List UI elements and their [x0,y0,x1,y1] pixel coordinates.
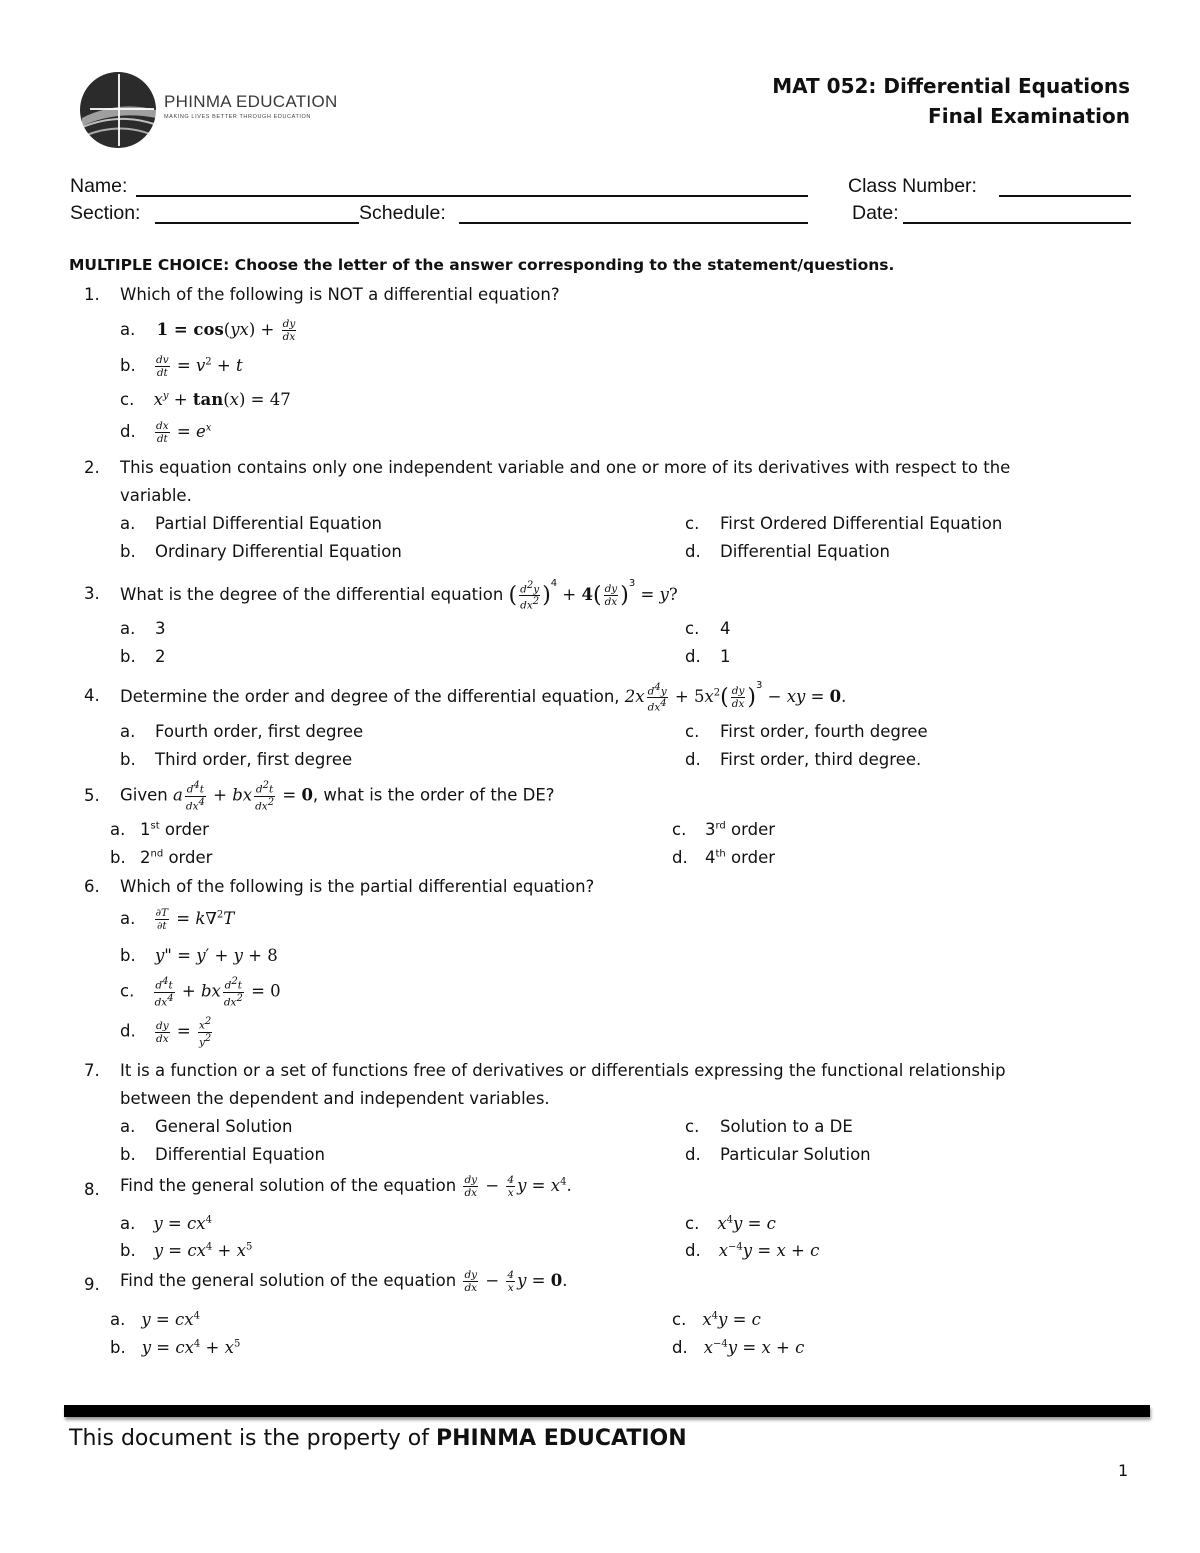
option-ordinal-suffix: nd [150,848,164,860]
q3-option-d[interactable] [685,647,731,666]
page-number: 1 [1118,1461,1129,1480]
q6-option-d[interactable]: d. $\frac{dy}{dx}$ = $\frac{x^2}{y^2}$ [120,1016,212,1048]
option-ordinal-suffix: th [715,848,726,860]
q5-option-a[interactable] [110,820,209,839]
q5-option-b[interactable] [110,848,213,867]
question-text-body: Determine the order and degree of the differential equation, [120,687,620,706]
option-letter: d. [672,1338,688,1357]
option-text: Fourth order, first degree [155,722,364,741]
option-letter: b. [120,647,136,666]
q4-option-c[interactable] [685,722,928,741]
option-letter: a. [120,1214,136,1233]
option-text: Differential Equation [720,542,890,561]
q4-option-a[interactable] [120,722,364,741]
question-number: 7. [84,1061,100,1080]
option-text: General Solution [155,1117,293,1136]
q7-option-a[interactable] [120,1117,293,1136]
question-text: What is the degree of the differential equation ( $\frac{d^2y}{dx^2}$ )$^4$ + 4( $\frac{dy}{dx}$ )$^3$ = y? [120,578,678,612]
q6-option-c[interactable]: c. $\frac{d^4t}{dx^4}$ + bx $\frac{d^2t}{dx^2}$ = 0 [120,976,281,1008]
option-letter: d. [120,422,136,441]
option-letter: d. [685,1241,701,1260]
option-letter: b. [120,356,136,375]
schedule-field[interactable] [459,222,808,224]
option-ordinal: 2 [140,848,151,867]
q7-option-d[interactable] [685,1145,871,1164]
option-text: First Ordered Differential Equation [720,514,1003,533]
question-text: Find the general solution of the equation $\frac{dy}{dx}$ − $\frac{4}{x}$ y = 0. [120,1269,568,1294]
footer-notice [69,1426,687,1451]
q8-option-a[interactable]: a. $y = cx^4$ [120,1214,212,1233]
option-word: order [168,848,213,867]
option-text: First order, fourth degree [720,722,928,741]
footer-brand: PHINMA EDUCATION [435,1426,687,1451]
option-letter: a. [120,320,136,339]
footer-divider [64,1405,1150,1417]
option-letter: a. [120,1117,136,1136]
option-letter: c. [685,1117,700,1136]
option-letter: b. [110,848,126,867]
option-letter: c. [685,722,700,741]
option-text: Partial Differential Equation [155,514,383,533]
option-text: Solution to a DE [720,1117,853,1136]
option-letter: b. [120,750,136,769]
option-ordinal-suffix: rd [715,820,726,832]
option-letter: c. [672,1310,687,1329]
section-label: Section: [70,202,141,224]
option-text: First order, third degree. [720,750,922,769]
question-7-continued: between the dependent and independent variables. [120,1089,550,1108]
footer-text: This document is the property of [69,1426,429,1451]
option-letter: d. [685,1145,701,1164]
option-letter: a. [110,820,126,839]
option-text [140,848,212,867]
option-letter: c. [672,820,687,839]
question-text: Which of the following is the partial differential equation? [120,877,595,896]
phinma-logo [78,70,338,156]
question-number: 8. [84,1180,100,1199]
name-label: Name: [70,175,128,197]
q4-option-d[interactable] [685,750,922,769]
instructions: MULTIPLE CHOICE: Choose the letter of the answer corresponding to the statement/questions. [69,256,895,274]
q3-option-b[interactable] [120,647,166,666]
date-label: Date: [852,202,899,224]
q3-option-c[interactable] [685,619,731,638]
q5-option-d[interactable] [672,848,776,867]
question-2-continued: variable. [120,486,192,505]
question-number: 9. [84,1275,100,1294]
option-letter: a. [120,909,136,928]
option-letter: b. [120,946,136,965]
question-text-body: Find the general solution of the equation [120,1271,457,1290]
date-field[interactable] [903,222,1131,224]
option-word: order [731,820,776,839]
option-text: Differential Equation [155,1145,325,1164]
question-number: 2. [84,458,100,477]
question-text: Which of the following is NOT a differential equation? [120,285,560,304]
q2-option-c[interactable] [685,514,1003,533]
name-field[interactable] [136,195,808,197]
q8-option-d[interactable]: d. $x^{-4}y = x + c$ [685,1241,820,1260]
option-text [705,848,775,867]
q6-option-a[interactable]: a. $\frac{\partial T}{\partial t}$ = k∇$^2$T [120,907,235,932]
option-letter: d. [120,1021,136,1041]
logo-tagline: MAKING LIVES BETTER THROUGH EDUCATION [164,114,311,120]
option-text: Particular Solution [720,1145,871,1164]
option-text [705,820,775,839]
option-word: order [731,848,776,867]
q9-option-c[interactable]: c. $x^4y = c$ [672,1310,761,1329]
schedule-label: Schedule: [359,202,446,224]
option-letter: c. [685,1214,700,1233]
option-letter: b. [120,1145,136,1164]
q1-option-c[interactable]: c. $x^y + \tan(x) = 47$ [120,390,291,409]
question-text-body: Find the general solution of the equation [120,1176,457,1195]
option-letter: c. [685,619,700,638]
q7-option-b[interactable] [120,1145,325,1164]
q2-option-a[interactable] [120,514,383,533]
class-number-field[interactable] [999,195,1131,197]
q8-option-b[interactable]: b. $y = cx^4 + x^5$ [120,1241,253,1260]
question-text: Find the general solution of the equation $\frac{dy}{dx}$ − $\frac{4}{x}$ $y = x^4$. [120,1174,572,1199]
question-text: Determine the order and degree of the differential equation, 2x $\frac{d^4y}{dx^4}$ + $5x^2$( $\frac{dy}{dx}$ )$^3$ − xy = 0. [120,680,847,714]
option-letter: c. [120,981,135,1001]
question-text: This equation contains only one independent variable and one or more of its derivatives with respect to the [120,458,1011,477]
option-text: 2 [155,647,166,666]
q5-option-c[interactable] [672,820,776,839]
logo-name: PHINMA EDUCATION [164,92,338,111]
class-number-label: Class Number: [848,175,977,197]
question-text-body: What is the degree of the differential equation [120,585,504,604]
option-text [140,820,209,839]
question-number: 1. [84,285,100,304]
question-text-pre: Given [120,785,168,805]
option-ordinal-suffix: st [150,820,160,832]
question-text: It is a function or a set of functions free of derivatives or differentials expressing the functional relationship [120,1061,1006,1080]
q2-option-d[interactable] [685,542,890,561]
option-text: Third order, first degree [155,750,353,769]
option-letter: a. [120,722,136,741]
option-ordinal: 3 [705,820,716,839]
option-letter: d. [685,750,701,769]
phinma-emblem-icon [78,70,158,156]
q1-option-a[interactable]: a. 1 = cos(yx) + $\frac{dy}{dx}$ [120,318,296,343]
option-letter: d. [672,848,688,867]
question-number: 4. [84,686,100,705]
q1-option-d[interactable]: d. $\frac{dx}{dt}$ = $e^x$ [120,420,212,445]
question-text: Given a $\frac{d^4t}{dx^4}$ + bx $\frac{d^2t}{dx^2}$ = 0, what is the order of the DE? [120,780,555,812]
option-letter: a. [120,619,136,638]
q7-option-c[interactable] [685,1117,853,1136]
q8-option-c[interactable]: c. $x^4y = c$ [685,1214,776,1233]
option-letter: a. [110,1310,126,1329]
option-letter: b. [120,1241,136,1260]
option-letter: c. [120,390,135,409]
q2-option-b[interactable] [120,542,402,561]
option-letter: d. [685,647,701,666]
q9-option-d[interactable]: d. $x^{-4}y = x + c$ [672,1338,805,1357]
option-text: 4 [720,619,731,638]
option-letter: b. [120,542,136,561]
question-number: 3. [84,584,100,603]
q9-option-a[interactable]: a. $y = cx^4$ [110,1310,200,1329]
q6-option-b[interactable]: b. y" = y′ + y + 8 [120,946,278,965]
q9-option-b[interactable]: b. $y = cx^4 + x^5$ [110,1338,241,1357]
question-number: 6. [84,877,100,896]
q1-option-b[interactable]: b. $\frac{dv}{dt}$ = $v^2 + t$ [120,354,243,379]
option-text: Ordinary Differential Equation [155,542,402,561]
option-ordinal: 4 [705,848,716,867]
option-letter: d. [685,542,701,561]
course-title: MAT 052: Differential Equations [772,74,1130,98]
option-text: 1 [720,647,731,666]
exam-title: Final Examination [928,104,1130,128]
option-letter: a. [120,514,136,533]
question-number: 5. [84,786,100,805]
question-text-post: , what is the order of the DE? [312,785,555,805]
q3-option-a[interactable] [120,619,166,638]
q4-option-b[interactable] [120,750,353,769]
section-field[interactable] [155,222,359,224]
option-word: order [164,820,209,839]
option-letter: c. [685,514,700,533]
option-text: 3 [155,619,166,638]
option-ordinal: 1 [140,820,151,839]
option-letter: b. [110,1338,126,1357]
